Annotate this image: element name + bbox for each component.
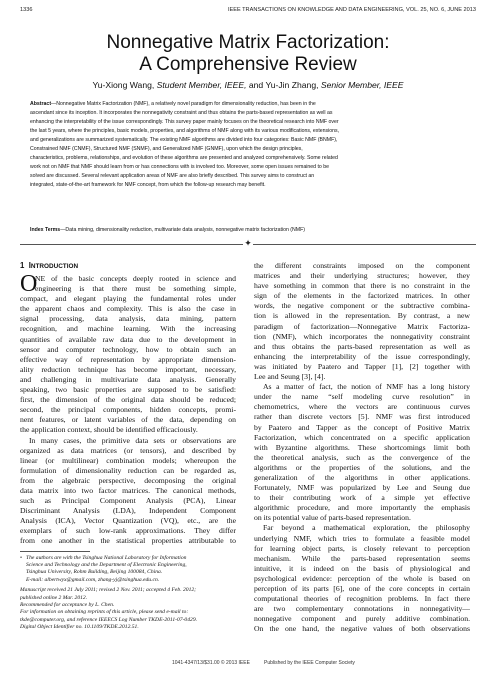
text-line: psychological evidence: perception of the whole is based on <box>254 573 470 583</box>
footnotes <box>20 555 236 632</box>
publisher-note: Published by the IEEE Computer Society <box>264 660 355 666</box>
text-line: sensor and computer technology, how to obtain such an <box>20 344 236 354</box>
abstract-line: characteristics, problems, relationships, and evolution of these algorithms are presented and analyzed comprehensively. Some related <box>30 155 338 161</box>
text-line: to their contributing work of a simple yet effective <box>254 493 470 503</box>
text-line: paradigm of factorization—Nonnegative Matrix Factoriza- <box>254 321 470 331</box>
affiliation-line: Tsinghua University, Rohm Building, Beijing 100084, China. <box>26 569 163 576</box>
text-line: and challenging in multivariate data analysis. Generally <box>20 374 236 384</box>
affiliation-email: E-mail: albertwyx@gmail.com, zhang-yj@tsinghua.edu.cn. <box>26 576 160 583</box>
left-column <box>20 260 236 632</box>
footnote-rule <box>20 551 90 552</box>
page-footer <box>0 660 496 670</box>
index-terms <box>30 226 466 234</box>
author-1-role: Student Member, IEEE, <box>156 80 247 90</box>
divider-diamond-icon: ✦ <box>244 239 252 249</box>
reprint-note: tkde@computer.org, and reference IEEECS Log Number TKDE-2011-07-0429. <box>20 616 198 623</box>
text-line: are two complementary connotations in nonnegativity— <box>254 604 470 614</box>
recommended-note: Recommended for acceptance by L. Chen. <box>20 601 115 608</box>
text-line: Discriminant Analysis (LDA), Independent Component <box>20 506 236 516</box>
abstract-line: work not on NMF that NMF should learn from or has connections with is involved too. Moreover, some open issues remained to be <box>30 164 329 170</box>
text-line: rather than discrete vectors [5]. NMF was first introduced <box>254 412 470 422</box>
text-line: second, the principal components, hidden concepts, promi- <box>20 405 236 415</box>
index-terms-label: Index Terms <box>30 227 61 233</box>
author-2-role: Senior Member, IEEE <box>320 80 404 90</box>
drop-cap: O <box>20 271 38 297</box>
abstract-label: Abstract <box>30 101 52 107</box>
text-line: the application context, should be identified efficaciously. <box>20 425 198 435</box>
page-number: 1336 <box>20 7 33 13</box>
right-paragraph-1 <box>254 261 470 382</box>
title-line-2: A Comprehensive Review <box>139 54 357 75</box>
text-line: On the one hand, the negative values of both observations <box>254 624 470 634</box>
text-line: the different constraints imposed on the component <box>254 261 470 270</box>
text-line: and thus obtains the parts-based representation as well as <box>254 341 470 351</box>
journal-header: IEEE TRANSACTIONS ON KNOWLEDGE AND DATA ENGINEERING, VOL. 25, NO. 6, JUNE 2013 <box>227 7 476 13</box>
text-line: chemometrics, where the vectors are continuous curves <box>254 402 470 412</box>
doi-note: Digital Object Identifier no. 10.1109/TKDE.2012.51. <box>20 624 139 631</box>
text-line: As a matter of fact, the notion of NMF has a long history <box>263 382 470 392</box>
text-line: organized as data matrices (or tensors), and described by <box>20 445 236 455</box>
text-line: first, the dimension of the original data should be reduced; <box>20 395 236 405</box>
text-line: linear (or multilinear) combination models; whereupon the <box>20 455 236 465</box>
affiliation-line: • The authors are with the Tsinghua National Laboratory for Information <box>20 554 187 561</box>
text-line: the theoretical analysis, such as the convergence of the <box>254 452 470 462</box>
text-line: Far beyond a mathematical exploration, the philosophy <box>263 523 470 533</box>
text-line: engineering is that there must be something simple, <box>35 284 236 294</box>
text-line: algorithms or the properties of the solutions, and the <box>254 462 470 472</box>
text-line: nent features, or latent variables of the data, depending on <box>20 415 236 425</box>
author-1: Yu-Xiong Wang, <box>92 80 155 90</box>
text-line: was initiated by Paatero and Tapper [1], [2] together with <box>254 361 470 371</box>
text-line: words, the negative component or the subtractive combina- <box>254 301 470 311</box>
abstract-line: Constrained NMF (CNMF), Structured NMF (SNMF), and Generalized NMF (GNMF), upon which the design principles, <box>30 146 303 152</box>
text-line: have something in common that there is no constraint in the <box>254 281 470 291</box>
text-line: under the name “self modeling curve resolution” in <box>254 392 470 402</box>
affiliation-line: Science and Technology and the Department of Electronic Engineering, <box>26 561 187 568</box>
abstract-line: Abstract—Nonnegative Matrix Factorization (NMF), a relatively novel paradigm for dimensionality reduction, has been in the <box>30 101 316 107</box>
index-terms-text: —Data mining, dimensionality reduction, multivariate data analysis, nonnegative matrix factorization (NMF) <box>60 227 305 233</box>
text-line: such as Principal Component Analysis (PCA), Linear <box>20 496 236 506</box>
text-line: ality reduction technique has become important, necessary, <box>20 364 236 374</box>
text-line: on its potential value of parts-based representation. <box>254 513 411 523</box>
text-line: algorithmic procedure, and more importantly the emphasis <box>254 503 470 513</box>
abstract-line: ascendant since its inception. It incorporates the nonnegativity constraint and thus obtains the parts-based representation as well as <box>30 110 333 116</box>
text-line: quantities of available raw data due to the development in <box>20 334 236 344</box>
text-line: from the algebraic perspective, decomposing the original <box>20 475 236 485</box>
issn-copyright: 1041-4347/13/$31.00 © 2013 IEEE <box>172 660 250 666</box>
text-line: speaking, two basic properties are supposed to be satisfied: <box>20 385 236 395</box>
text-line: enhancing the interpretability of the issue correspondingly, <box>254 351 470 361</box>
text-line: from one another in the statistical properties attributable to <box>20 536 236 546</box>
text-line: generalization of the algorithms in other applications. <box>254 472 470 482</box>
text-line: Lee and Seung [3], [4]. <box>254 372 326 382</box>
text-line: computational theories of recognition problems. In fact there <box>254 594 470 604</box>
text-line: for learning object parts, is closely relevant to perception <box>254 543 470 553</box>
right-column <box>254 261 470 634</box>
text-line: NE of the basic concepts deeply rooted in science and <box>35 274 236 283</box>
text-line: signal processing, data analysis, data mining, pattern <box>20 314 236 324</box>
text-line: nonnegative component and purely additive combination. <box>254 614 470 624</box>
title-line-1: Nonnegative Matrix Factorization: <box>106 32 390 53</box>
text-line: Fortunately, NMF was popularized by Lee and Seung due <box>254 483 470 493</box>
text-line: data matrix into two factor matrices. The canonical methods, <box>20 485 236 495</box>
right-paragraph-3 <box>254 523 470 634</box>
text-line: compact, and elegant playing the fundamental roles under <box>20 294 236 304</box>
abstract-line: and generalizations are summarized systematically. The existing NMF algorithms are divided into four categories: Basic NMF (BNMF), <box>30 137 338 143</box>
text-line: mechanism. While the parts-based representation seems <box>254 553 470 563</box>
text-line: Analysis (ICA), Vector Quantization (VQ), etc., are the <box>20 516 236 526</box>
author-and: and <box>248 80 264 90</box>
text-line: the apparent chaos and complexity. This is also the case in <box>20 304 236 314</box>
section-heading: 1 INTRODUCTION <box>20 261 79 270</box>
author-line <box>0 80 496 90</box>
text-line: matrices and their underlying structures; however, they <box>254 271 470 281</box>
paper-title <box>0 32 496 76</box>
abstract <box>30 100 466 190</box>
text-line: intuitive, it is indeed on the basis of physiological and <box>254 563 470 573</box>
manuscript-note: Manuscript received 21 July 2011; revised 2 Nov. 2011; accepted 4 Feb. 2012; <box>20 587 197 594</box>
text-line: tion (NMF), which incorporates the nonnegativity constraint <box>254 331 470 341</box>
text-line: with Byzantine algorithms. These shortcomings limit both <box>254 442 470 452</box>
text-line: sign of the elements in the factorized matrices. In other <box>254 291 470 301</box>
text-line: exemplars of such low-rank approximations. They differ <box>20 526 236 536</box>
running-header <box>20 7 476 17</box>
abstract-line: integrated, state-of-the-art framework for NMF concept, from which the follow-up research may benefit. <box>30 182 266 188</box>
text-line: Factorization, which concentrated on a specific application <box>254 432 470 442</box>
abstract-line: the last 5 years, where the principles, basic models, properties, and algorithms of NMF along with its various modifications, extensions, <box>30 128 340 134</box>
manuscript-note: published online 2 Mar. 2012. <box>20 594 88 601</box>
bullet-icon: • <box>20 554 22 561</box>
section-title: NTRODUCTION <box>30 263 79 270</box>
section-number: 1 <box>20 261 25 270</box>
text-line: underlying NMF, which tries to formulate a feasible model <box>254 533 470 543</box>
text-line: effective way of representation by appropriate dimension- <box>20 354 236 364</box>
text-line: In many cases, the primitive data sets or observations are <box>29 435 236 445</box>
intro-paragraph-1 <box>20 271 236 436</box>
abstract-line: solved are discussed. Several relevant application areas of NMF are also briefly described. This survey aims to construct an <box>30 173 315 179</box>
text-line: formulation of dimensionality reduction can be regarded as, <box>20 465 236 475</box>
intro-paragraph-2 <box>20 436 236 547</box>
abstract-line: enhancing the interpretability of the issue correspondingly. This survey paper mainly focuses on the theoretical research into NMF over <box>30 119 339 125</box>
text-line: tion is allowed in the representation. By contrast, a new <box>254 311 470 321</box>
right-paragraph-2 <box>254 382 470 523</box>
text-line: recognition, and machine learning. With the increasing <box>20 324 236 334</box>
text-line: by Paatero and Tapper as the concept of Positive Matrix <box>254 422 470 432</box>
reprint-note: For information on obtaining reprints of this article, please send e-mail to: <box>20 609 189 616</box>
text-line: perception of its parts [6], one of the core concepts in certain <box>254 584 470 593</box>
author-2: Yu-Jin Zhang, <box>265 80 319 90</box>
